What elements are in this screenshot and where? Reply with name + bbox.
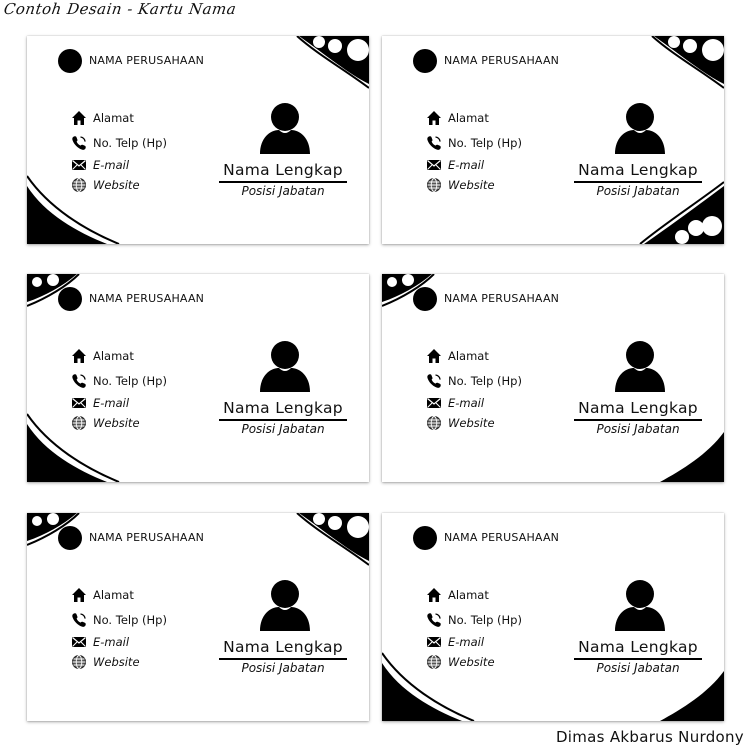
contact-email-row (426, 634, 484, 650)
phone-icon (71, 373, 87, 389)
company-logo (58, 49, 82, 73)
home-icon (426, 348, 442, 364)
full-name: Nama Lengkap (223, 161, 343, 179)
business-card (382, 274, 724, 482)
envelope-icon (71, 395, 87, 411)
company-logo (413, 526, 437, 550)
envelope-icon (426, 395, 442, 411)
page-title: Contoh Desain - Kartu Nama (2, 0, 238, 18)
full-name: Nama Lengkap (578, 399, 698, 417)
contact-email: E-mail (93, 635, 130, 649)
globe-icon (426, 177, 442, 193)
user-avatar-icon (614, 579, 666, 631)
company-logo (58, 287, 82, 311)
envelope-icon (426, 157, 442, 173)
contact-phone-row (71, 612, 167, 628)
contact-email-row (71, 157, 129, 173)
home-icon (426, 587, 442, 603)
contact-email-row (426, 395, 484, 411)
contact-address: Alamat (448, 111, 489, 125)
user-avatar-icon (614, 102, 666, 154)
user-avatar-icon (259, 340, 311, 392)
contact-address-row (71, 110, 134, 126)
company-logo (413, 49, 437, 73)
phone-icon (426, 373, 442, 389)
contact-website-row (71, 415, 140, 431)
business-card (27, 36, 369, 244)
globe-icon (71, 415, 87, 431)
full-name: Nama Lengkap (578, 638, 698, 656)
contact-email: E-mail (93, 158, 130, 172)
contact-email-row (426, 157, 484, 173)
contact-phone: No. Telp (Hp) (448, 613, 522, 627)
contact-address: Alamat (93, 111, 134, 125)
contact-email: E-mail (448, 396, 485, 410)
contact-address: Alamat (93, 349, 134, 363)
contact-phone: No. Telp (Hp) (448, 374, 522, 388)
job-position: Posisi Jabatan (596, 184, 680, 198)
name-underline (219, 658, 347, 660)
job-position: Posisi Jabatan (596, 661, 680, 675)
user-avatar-icon (259, 579, 311, 631)
globe-icon (71, 654, 87, 670)
company-name: NAMA PERUSAHAAN (89, 54, 205, 67)
globe-icon (426, 415, 442, 431)
contact-website-row (426, 415, 495, 431)
contact-email: E-mail (448, 158, 485, 172)
company-name: NAMA PERUSAHAAN (444, 292, 560, 305)
contact-address: Alamat (448, 349, 489, 363)
company-logo (58, 526, 82, 550)
contact-website: Website (448, 655, 495, 669)
name-underline (219, 181, 347, 183)
contact-email: E-mail (448, 635, 485, 649)
contact-website: Website (448, 178, 495, 192)
user-avatar-icon (614, 340, 666, 392)
contact-phone-row (71, 373, 167, 389)
contact-phone: No. Telp (Hp) (93, 374, 167, 388)
envelope-icon (426, 634, 442, 650)
contact-website-row (426, 654, 495, 670)
job-position: Posisi Jabatan (241, 661, 325, 675)
home-icon (71, 110, 87, 126)
contact-phone: No. Telp (Hp) (448, 136, 522, 150)
company-name: NAMA PERUSAHAAN (89, 531, 205, 544)
business-card (27, 513, 369, 721)
contact-website: Website (93, 416, 140, 430)
contact-email: E-mail (93, 396, 130, 410)
business-card (27, 274, 369, 482)
company-name: NAMA PERUSAHAAN (444, 54, 560, 67)
name-underline (574, 658, 702, 660)
contact-website-row (426, 177, 495, 193)
company-name: NAMA PERUSAHAAN (89, 292, 205, 305)
contact-phone-row (426, 135, 522, 151)
business-card (382, 36, 724, 244)
phone-icon (426, 135, 442, 151)
phone-icon (426, 612, 442, 628)
globe-icon (426, 654, 442, 670)
contact-phone-row (426, 612, 522, 628)
contact-phone: No. Telp (Hp) (93, 136, 167, 150)
name-underline (574, 181, 702, 183)
home-icon (71, 348, 87, 364)
contact-address-row (426, 348, 489, 364)
contact-website: Website (448, 416, 495, 430)
phone-icon (71, 612, 87, 628)
envelope-icon (71, 157, 87, 173)
phone-icon (71, 135, 87, 151)
home-icon (426, 110, 442, 126)
contact-phone-row (71, 135, 167, 151)
contact-phone-row (426, 373, 522, 389)
contact-phone: No. Telp (Hp) (93, 613, 167, 627)
author-credit: Dimas Akbarus Nurdony (555, 728, 744, 746)
contact-address-row (71, 587, 134, 603)
full-name: Nama Lengkap (578, 161, 698, 179)
contact-address: Alamat (448, 588, 489, 602)
contact-website: Website (93, 178, 140, 192)
full-name: Nama Lengkap (223, 399, 343, 417)
job-position: Posisi Jabatan (241, 422, 325, 436)
contact-address: Alamat (93, 588, 134, 602)
company-name: NAMA PERUSAHAAN (444, 531, 560, 544)
job-position: Posisi Jabatan (241, 184, 325, 198)
name-underline (574, 419, 702, 421)
company-logo (413, 287, 437, 311)
home-icon (71, 587, 87, 603)
globe-icon (71, 177, 87, 193)
full-name: Nama Lengkap (223, 638, 343, 656)
envelope-icon (71, 634, 87, 650)
contact-address-row (426, 587, 489, 603)
name-underline (219, 419, 347, 421)
contact-website-row (71, 177, 140, 193)
user-avatar-icon (259, 102, 311, 154)
contact-email-row (71, 395, 129, 411)
contact-website: Website (93, 655, 140, 669)
contact-address-row (71, 348, 134, 364)
job-position: Posisi Jabatan (596, 422, 680, 436)
contact-email-row (71, 634, 129, 650)
contact-address-row (426, 110, 489, 126)
business-card (382, 513, 724, 721)
contact-website-row (71, 654, 140, 670)
